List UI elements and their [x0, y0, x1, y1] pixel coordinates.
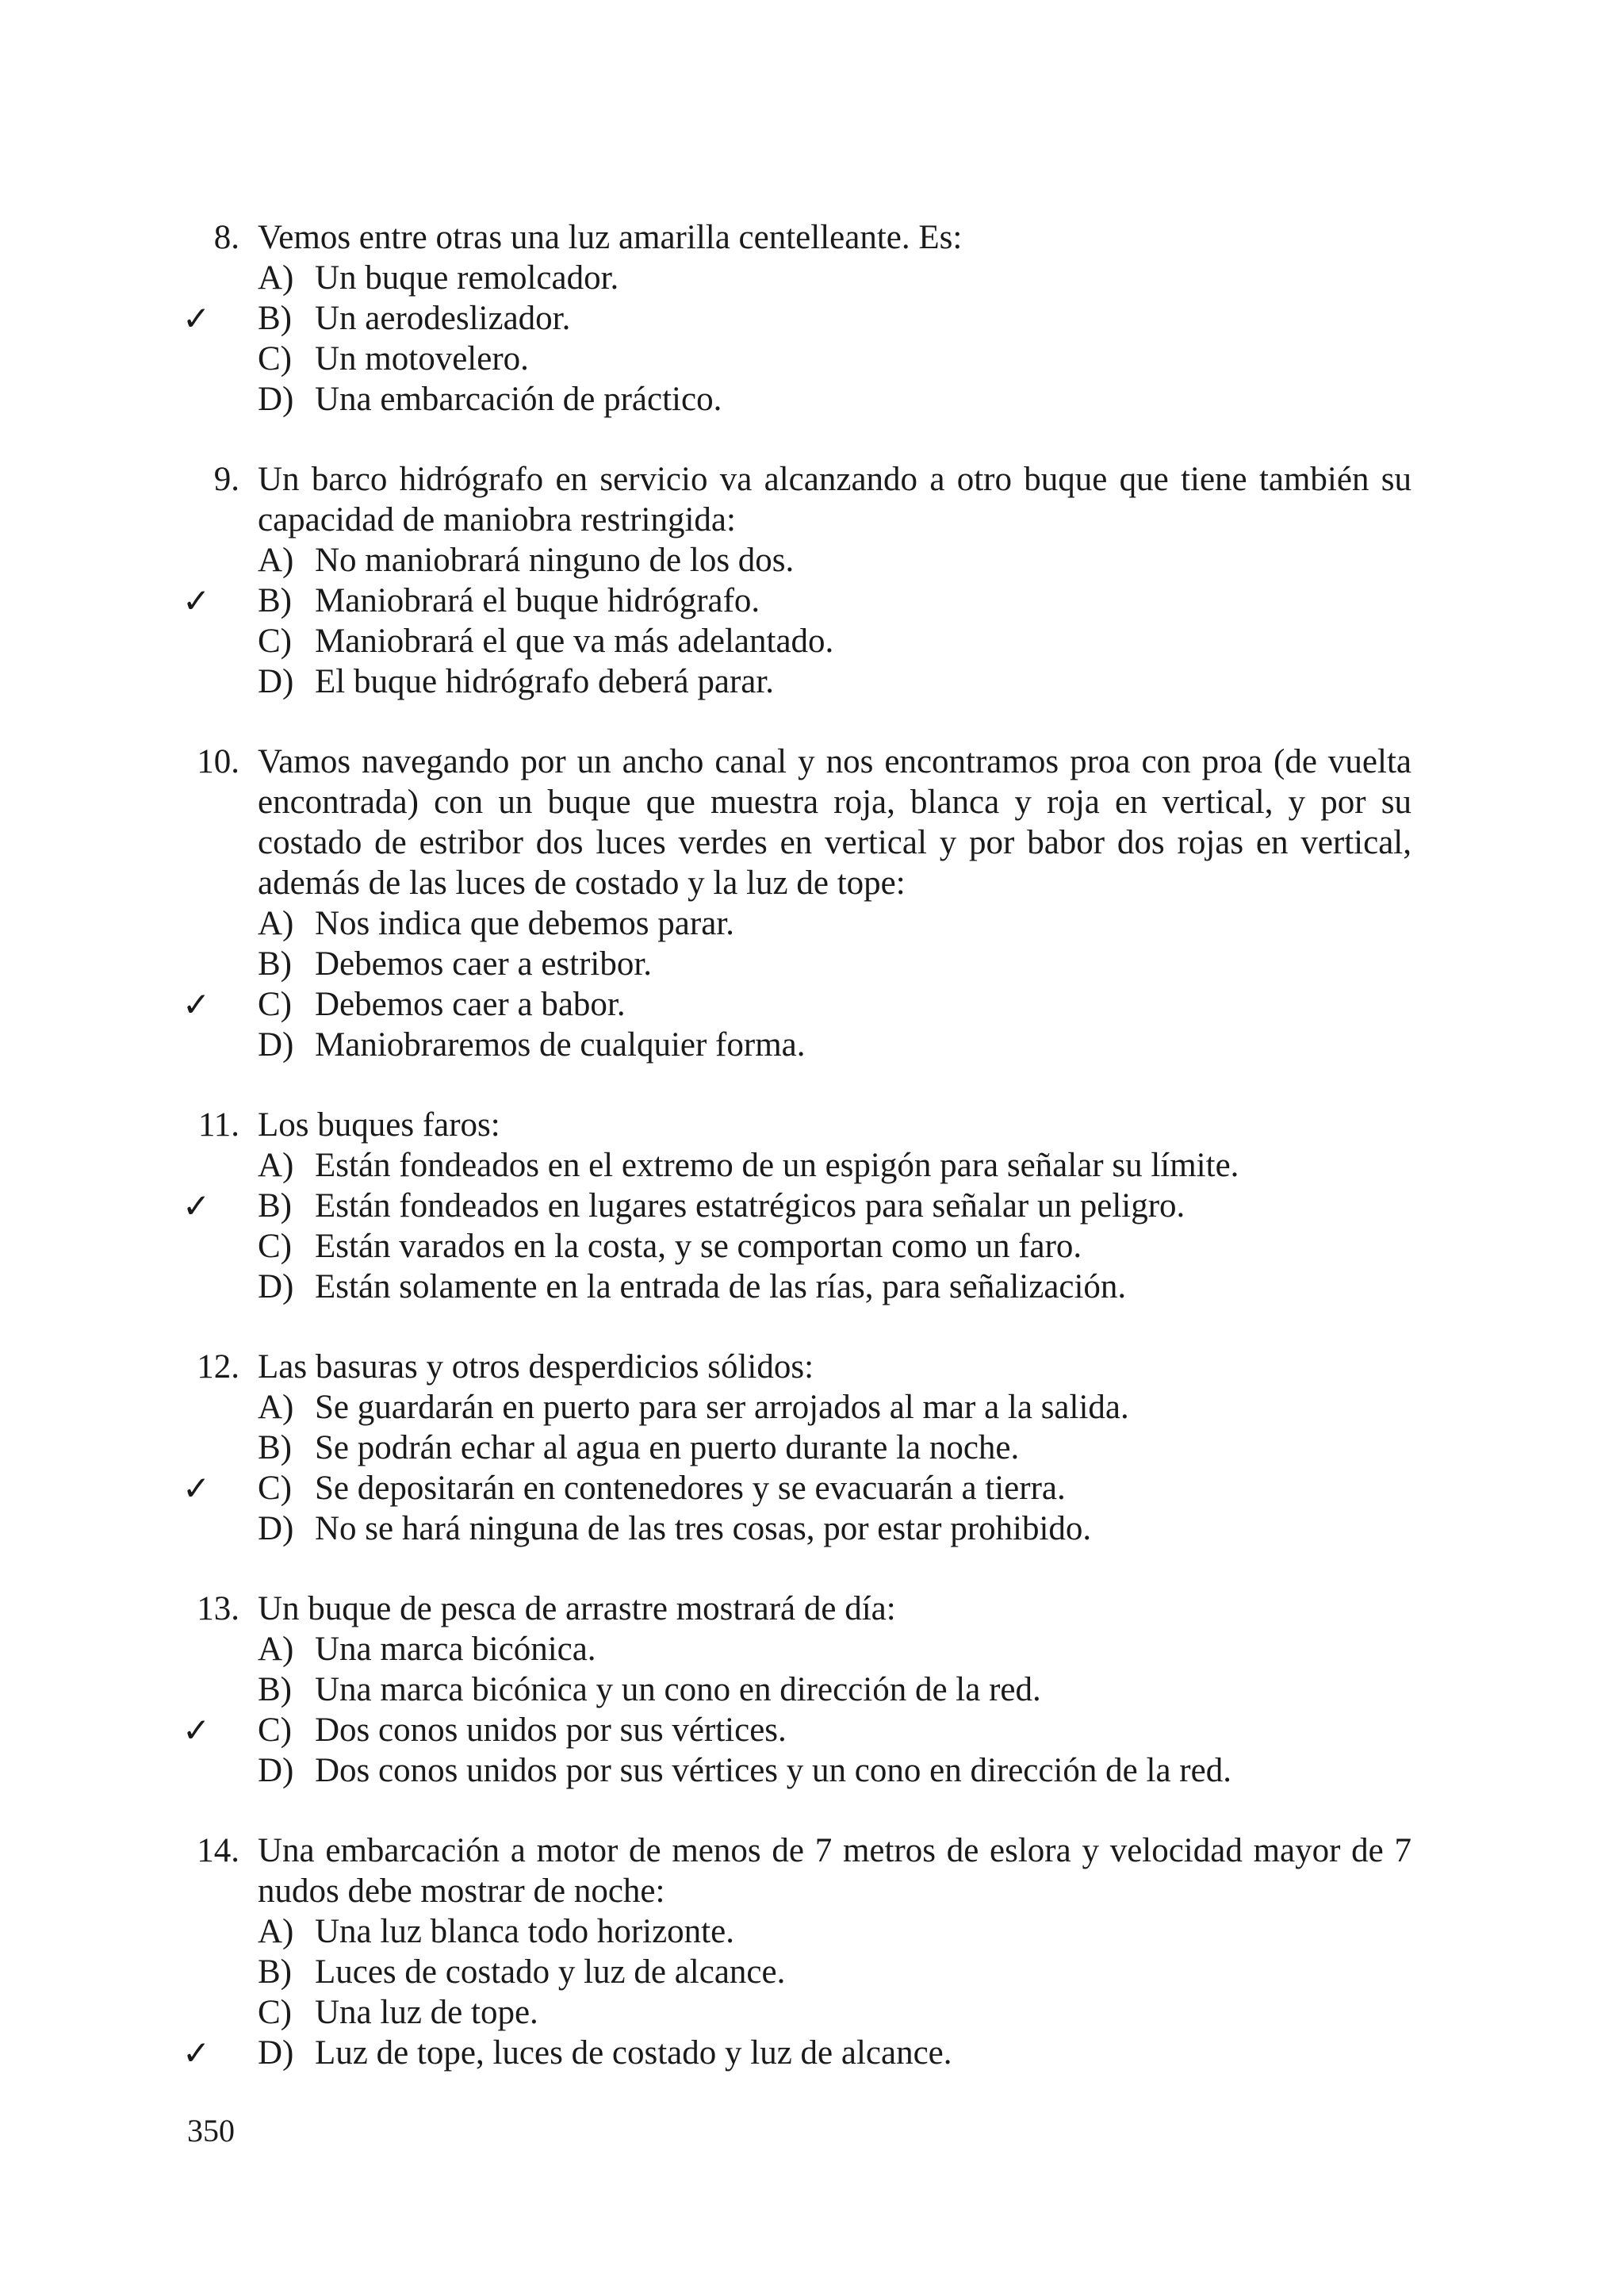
option-letter: D)	[258, 1752, 294, 1789]
option-text: Están varados en la costa, y se comportan como un faro.	[315, 1228, 1082, 1265]
option-letter: A)	[258, 1389, 294, 1426]
question-number: 10.	[197, 743, 239, 780]
answer-option	[143, 339, 1411, 379]
option-letter: B)	[258, 300, 292, 337]
option-text: Dos conos unidos por sus vértices y un cono en dirección de la red.	[315, 1752, 1231, 1789]
question-stem	[143, 742, 1411, 903]
answer-option	[143, 984, 1411, 1025]
question-stem	[143, 1830, 1411, 1911]
option-letter: B)	[258, 945, 292, 983]
answer-option	[143, 581, 1411, 621]
option-letter: A)	[258, 259, 294, 297]
option-text: Un motovelero.	[315, 340, 529, 378]
question-text: Un buque de pesca de arrastre mostrará de día:	[258, 1590, 896, 1627]
option-text: Una marca bicónica.	[315, 1631, 596, 1668]
option-letter: A)	[258, 542, 294, 579]
option-letter: D)	[258, 1510, 294, 1547]
option-letter: C)	[258, 1470, 292, 1507]
question-stem	[143, 1105, 1411, 1145]
answer-option	[143, 1952, 1411, 1992]
option-letter: A)	[258, 1913, 294, 1950]
question-number: 14.	[197, 1832, 239, 1869]
option-text: Se podrán echar al agua en puerto durante la noche.	[315, 1429, 1020, 1466]
option-letter: C)	[258, 1711, 292, 1749]
question-number: 9.	[213, 461, 239, 498]
option-text: Un buque remolcador.	[315, 259, 619, 297]
checkmark-icon: ✓	[182, 1186, 211, 1225]
option-letter: B)	[258, 1429, 292, 1466]
option-letter: C)	[258, 623, 292, 660]
option-text: Un aerodeslizador.	[315, 300, 571, 337]
checkmark-icon: ✓	[182, 1711, 211, 1750]
option-text: Debemos caer a estribor.	[315, 945, 653, 983]
answer-option	[143, 258, 1411, 298]
answer-option	[143, 903, 1411, 944]
answer-option	[143, 379, 1411, 420]
option-letter: C)	[258, 986, 292, 1023]
option-letter: B)	[258, 582, 292, 619]
answer-option	[143, 1710, 1411, 1750]
option-text: No se hará ninguna de las tres cosas, por estar prohibido.	[315, 1510, 1092, 1547]
question-stem	[143, 217, 1411, 258]
question-stem	[143, 459, 1411, 540]
option-text: Están fondeados en lugares estatrégicos para señalar un peligro.	[315, 1187, 1185, 1225]
question-text: Los buques faros:	[258, 1106, 500, 1144]
question-number: 11.	[197, 1106, 239, 1144]
checkmark-icon: ✓	[182, 1469, 211, 1508]
option-text: Están solamente en la entrada de las rías, para señalización.	[315, 1268, 1127, 1305]
option-text: Luz de tope, luces de costado y luz de alcance.	[315, 2034, 952, 2072]
answer-option	[143, 1750, 1411, 1791]
option-text: Una embarcación de práctico.	[315, 381, 722, 418]
checkmark-icon: ✓	[182, 985, 211, 1024]
answer-option	[143, 1226, 1411, 1267]
question-list	[143, 217, 1411, 2113]
answer-option	[143, 540, 1411, 581]
option-letter: B)	[258, 1187, 292, 1225]
option-text: Están fondeados en el extremo de un espigón para señalar su límite.	[315, 1147, 1239, 1184]
answer-option	[143, 1186, 1411, 1226]
question-number: 8.	[213, 219, 239, 256]
option-letter: D)	[258, 381, 294, 418]
question-item	[143, 1589, 1411, 1791]
checkmark-icon: ✓	[182, 581, 211, 620]
option-text: Maniobrará el buque hidrógrafo.	[315, 582, 760, 619]
answer-option	[143, 1629, 1411, 1669]
answer-option	[143, 1025, 1411, 1065]
question-text: Una embarcación a motor de menos de 7 metros de eslora y velocidad mayor de 7 nudos debe mostrar de noche:	[258, 1832, 1411, 1910]
option-letter: A)	[258, 1631, 294, 1668]
option-letter: B)	[258, 1671, 292, 1708]
question-text: Un barco hidrógrafo en servicio va alcanzando a otro buque que tiene también su capacidad de maniobra restringida:	[258, 461, 1411, 539]
option-letter: D)	[258, 2034, 294, 2072]
answer-option	[143, 944, 1411, 984]
answer-option	[143, 661, 1411, 702]
question-item	[143, 1830, 1411, 2073]
question-text: Vamos navegando por un ancho canal y nos encontramos proa con proa (de vuelta encontrada) con un buque que muestra roja, blanca y roja en vertical, y por su costado de estribor dos luces verdes en vertical y por babor dos rojas en vertical, además de las luces de costado y la luz de tope:	[258, 743, 1411, 902]
question-item	[143, 742, 1411, 1065]
answer-option	[143, 1267, 1411, 1307]
option-text: Una marca bicónica y un cono en dirección de la red.	[315, 1671, 1041, 1708]
page-number: 350	[187, 2113, 235, 2148]
answer-option	[143, 1508, 1411, 1549]
option-text: Una luz de tope.	[315, 1994, 538, 2031]
option-text: Se guardarán en puerto para ser arrojados al mar a la salida.	[315, 1389, 1129, 1426]
answer-option	[143, 2033, 1411, 2073]
option-text: El buque hidrógrafo deberá parar.	[315, 663, 775, 700]
option-text: Una luz blanca todo horizonte.	[315, 1913, 734, 1950]
option-letter: A)	[258, 1147, 294, 1184]
answer-option	[143, 1911, 1411, 1952]
answer-option	[143, 1387, 1411, 1428]
option-text: Luces de costado y luz de alcance.	[315, 1953, 786, 1991]
question-number: 13.	[197, 1590, 239, 1627]
option-letter: B)	[258, 1953, 292, 1991]
question-item	[143, 217, 1411, 420]
question-item	[143, 459, 1411, 702]
option-text: Nos indica que debemos parar.	[315, 905, 734, 942]
checkmark-icon: ✓	[182, 299, 211, 338]
question-text: Vemos entre otras una luz amarilla centelleante. Es:	[258, 219, 963, 256]
answer-option	[143, 1468, 1411, 1508]
option-letter: A)	[258, 905, 294, 942]
answer-option	[143, 1428, 1411, 1468]
question-text: Las basuras y otros desperdicios sólidos:	[258, 1348, 814, 1386]
answer-option	[143, 1992, 1411, 2033]
option-text: Maniobrará el que va más adelantado.	[315, 623, 834, 660]
option-text: Se depositarán en contenedores y se evacuarán a tierra.	[315, 1470, 1066, 1507]
answer-option	[143, 1145, 1411, 1186]
option-letter: D)	[258, 1026, 294, 1064]
option-letter: D)	[258, 663, 294, 700]
option-letter: C)	[258, 1228, 292, 1265]
option-text: Debemos caer a babor.	[315, 986, 626, 1023]
option-letter: C)	[258, 340, 292, 378]
question-number: 12.	[197, 1348, 239, 1386]
question-stem	[143, 1589, 1411, 1629]
option-text: Maniobraremos de cualquier forma.	[315, 1026, 806, 1064]
question-item	[143, 1105, 1411, 1307]
answer-option	[143, 621, 1411, 661]
question-item	[143, 1347, 1411, 1549]
option-text: Dos conos unidos por sus vértices.	[315, 1711, 787, 1749]
option-letter: C)	[258, 1994, 292, 2031]
question-stem	[143, 1347, 1411, 1387]
answer-option	[143, 1669, 1411, 1710]
option-text: No maniobrará ninguno de los dos.	[315, 542, 795, 579]
answer-option	[143, 298, 1411, 339]
option-letter: D)	[258, 1268, 294, 1305]
checkmark-icon: ✓	[182, 2033, 211, 2072]
